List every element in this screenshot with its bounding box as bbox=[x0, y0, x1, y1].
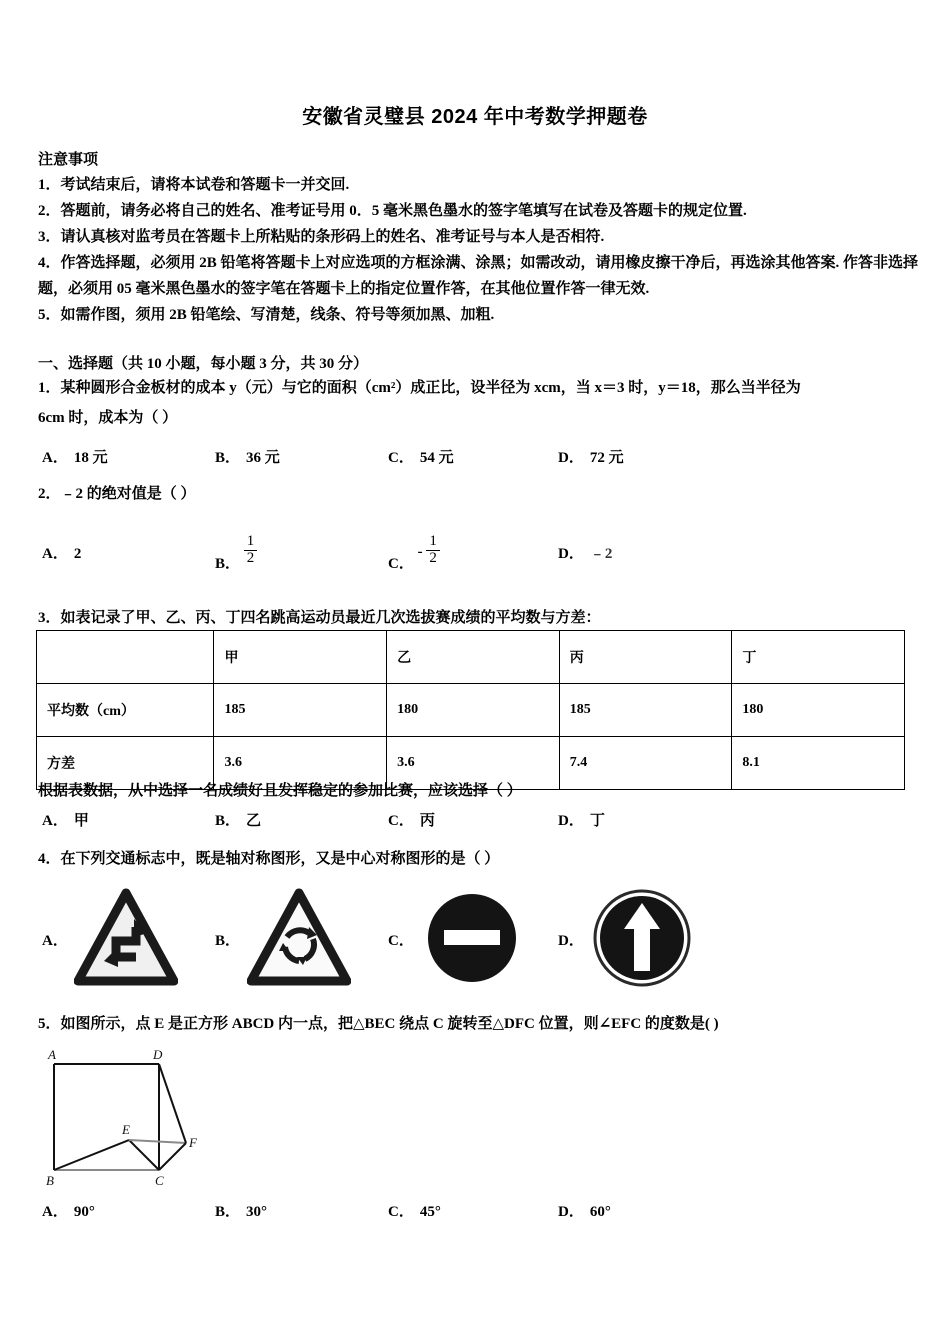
question-1-options bbox=[38, 446, 918, 472]
table-cell: 3.6 bbox=[387, 737, 560, 790]
question-5-stem: 5．如图所示，点 E 是正方形 ABCD 内一点，把△BEC 绕点 C 旋转至△DFC 位置，则∠EFC 的度数是( ) bbox=[38, 1016, 719, 1032]
svg-text:F: F bbox=[189, 1135, 197, 1150]
question-3-options bbox=[38, 809, 918, 835]
option-d[interactable]: D． ﹣2 bbox=[558, 546, 613, 562]
notice-list bbox=[38, 172, 918, 328]
option-a-label: A． bbox=[42, 933, 68, 949]
warning-triangle-zigzag-sign-icon bbox=[74, 885, 178, 991]
no-entry-circle-sign-icon bbox=[420, 885, 524, 991]
option-a[interactable]: A． 18 元 bbox=[42, 450, 108, 466]
option-c[interactable]: C． 54 元 bbox=[388, 450, 454, 466]
notice-item: 1．考试结束后，请将本试卷和答题卡一并交回. bbox=[38, 177, 350, 193]
table-header-row bbox=[37, 631, 905, 684]
question-1-stem-line-2: 6cm 时，成本为（ ） bbox=[38, 410, 178, 426]
notice-heading: 注意事项 bbox=[38, 152, 99, 168]
notice-item: 2．答题前，请务必将自己的姓名、准考证号用 0．5 毫米黑色墨水的签字笔填写在试卷及答题卡的规定位置. bbox=[38, 203, 747, 219]
warning-triangle-roundabout-sign-icon bbox=[247, 885, 351, 991]
minus-sign: - bbox=[417, 543, 423, 560]
option-d[interactable]: D． 72 元 bbox=[558, 450, 624, 466]
notice-item: 4．作答选择题，必须用 2B 铅笔将答题卡上对应选项的方框涂满、涂黑；如需改动，请用橡皮擦干净后，再选涂其他答案. 作答非选择题，必须用 05 毫米黑色墨水的签字笔在答题卡上的指定位置作答，在其他位置作答一律无效. bbox=[38, 255, 919, 297]
option-c[interactable]: C． 45° bbox=[388, 1204, 441, 1220]
svg-text:C: C bbox=[155, 1173, 164, 1188]
table-cell: 3.6 bbox=[214, 737, 387, 790]
option-c[interactable]: C． 丙 bbox=[388, 813, 435, 829]
question-2-options bbox=[38, 520, 918, 580]
question-4-stem: 4．在下列交通标志中，既是轴对称图形，又是中心对称图形的是（ ） bbox=[38, 851, 500, 867]
question-2-stem: 2．﹣2 的绝对值是（ ） bbox=[38, 486, 196, 502]
fraction-one-half: $\frac{1}{2}$ bbox=[426, 534, 440, 567]
row-label: 平均数（cm） bbox=[37, 684, 214, 737]
table-header-cell bbox=[37, 631, 214, 684]
option-b[interactable]: B． $\frac{1}{2}$ bbox=[215, 542, 257, 575]
option-a[interactable]: A． 90° bbox=[42, 1204, 95, 1220]
table-cell: 185 bbox=[214, 684, 387, 737]
table-row bbox=[37, 684, 905, 737]
option-d-label: D． bbox=[558, 933, 584, 949]
statistics-table bbox=[36, 630, 905, 790]
option-c[interactable]: C． - $\frac{1}{2}$ bbox=[388, 542, 440, 575]
section-heading-multiple-choice: 一、选择题（共 10 小题，每小题 3 分，共 30 分） bbox=[38, 356, 369, 372]
question-3-stem: 3．如表记录了甲、乙、丙、丁四名跳高运动员最近几次选拔赛成绩的平均数与方差： bbox=[38, 610, 601, 626]
option-d[interactable]: D． 60° bbox=[558, 1204, 611, 1220]
option-b[interactable]: B． 30° bbox=[215, 1204, 268, 1220]
svg-text:E: E bbox=[122, 1122, 130, 1137]
option-b-label: B． bbox=[215, 933, 241, 949]
table-cell: 8.1 bbox=[732, 737, 905, 790]
question-3-after-table-text: 根据表数据，从中选择一名成绩好且发挥稳定的参加比赛，应该选择（ ） bbox=[38, 783, 522, 799]
question-4-options bbox=[38, 885, 918, 1000]
option-b[interactable]: B． 乙 bbox=[215, 813, 262, 829]
row-label: 方差 bbox=[37, 737, 214, 790]
straight-ahead-arrow-circle-sign-icon bbox=[590, 885, 694, 991]
option-a[interactable]: A． 2 bbox=[42, 546, 82, 562]
table-cell: 180 bbox=[732, 684, 905, 737]
table-header-cell: 丙 bbox=[559, 631, 732, 684]
option-a[interactable]: A． 甲 bbox=[42, 813, 89, 829]
table-cell: 180 bbox=[387, 684, 560, 737]
option-d[interactable]: D． 丁 bbox=[558, 813, 605, 829]
option-c-label: C． bbox=[388, 933, 414, 949]
table-cell: 185 bbox=[559, 684, 732, 737]
question-5-geometry-figure bbox=[34, 1048, 234, 1188]
question-1-stem-line-1: 1．某种圆形合金板材的成本 y（元）与它的面积（cm²）成正比，设半径为 xcm，当 x＝3 时，y＝18，那么当半径为 bbox=[38, 380, 801, 396]
option-b[interactable]: B． 36 元 bbox=[215, 450, 280, 466]
fraction-one-half: $\frac{1}{2}$ bbox=[244, 534, 258, 567]
notice-item: 3．请认真核对监考员在答题卡上所粘贴的条形码上的姓名、准考证号与本人是否相符. bbox=[38, 229, 605, 245]
table-header-cell: 丁 bbox=[732, 631, 905, 684]
svg-text:D: D bbox=[153, 1048, 163, 1062]
notice-item: 5．如需作图，须用 2B 铅笔绘、写清楚，线条、符号等须加黑、加粗. bbox=[38, 307, 495, 323]
table-header-cell: 乙 bbox=[387, 631, 560, 684]
table-header-cell: 甲 bbox=[214, 631, 387, 684]
svg-text:A: A bbox=[48, 1048, 56, 1062]
page-title: 安徽省灵璧县 2024 年中考数学押题卷 bbox=[302, 106, 648, 128]
table-cell: 7.4 bbox=[559, 737, 732, 790]
svg-text:B: B bbox=[46, 1173, 54, 1188]
question-5-options bbox=[38, 1200, 918, 1226]
